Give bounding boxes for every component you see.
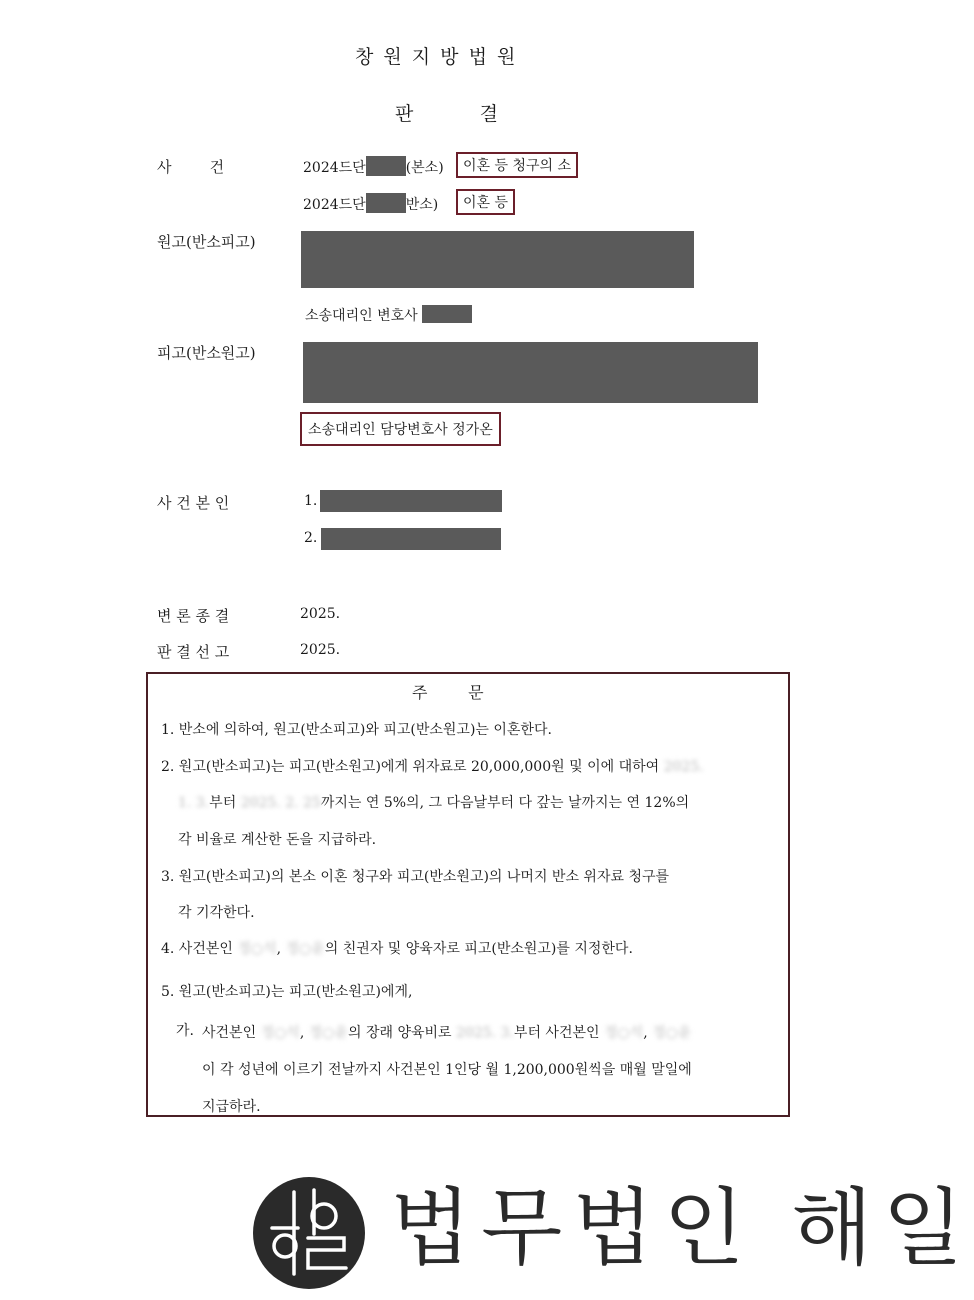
blurred-date: 1. 3. [178,795,210,811]
ruling-text: 사건본인 [202,1025,257,1041]
ruling-text: 2. 원고(반소피고)는 피고(반소원고)에게 위자료로 20,000,000원 및 이에 대하여 [161,759,660,775]
defendant-counsel: 소송대리인 담당변호사 정가온 [300,412,501,446]
principal-1-redaction [320,490,502,512]
ruling-text: , [276,941,282,957]
ruling-text: 까지는 연 5%의, 그 다음날부터 다 갚는 날까지는 연 12%의 [320,795,690,811]
case-label: 사 건 [157,158,225,176]
blurred-name: 정○석 [603,1025,644,1041]
blurred-name: 정○윤 [285,941,325,957]
defendant-redaction [303,342,758,403]
firm-logo-icon [252,1176,366,1290]
hearing-value: 2025. [300,606,341,622]
ruling-item-5a-marker: 가. [176,1023,194,1039]
ruling-item-5a-line3: 지급하라. [202,1099,261,1115]
blurred-name: 정○윤 [652,1025,692,1041]
ruling-box [146,672,790,1117]
ruling-text: , [643,1025,648,1041]
ruling-text: 부터 사건본인 [513,1025,600,1041]
principals-label: 사 건 본 인 [157,494,230,512]
blurred-date: 2025. [663,759,704,775]
judgment-date-value: 2025. [300,642,341,658]
blurred-name: 정○석 [237,941,277,957]
ruling-item-2-line2 [178,792,689,812]
case-number-counter [303,193,438,214]
ruling-text: , [299,1025,305,1041]
firm-name: 법무법인 해일 [390,1179,974,1277]
judgment-date-label: 판 결 선 고 [157,643,230,661]
ruling-item-5: 5. 원고(반소피고)는 피고(반소원고)에게, [161,984,413,1000]
case-suffix: 반소) [405,197,439,213]
ruling-title: 주 문 [412,683,484,702]
plaintiff-redaction [301,231,694,288]
plaintiff-label: 원고(반소피고) [157,233,256,251]
ruling-item-4 [161,938,633,958]
blurred-date: 2025. 3. [456,1025,514,1041]
principal-1-number: 1. [304,493,318,509]
redaction [366,156,406,176]
defendant-label: 피고(반소원고) [157,344,256,362]
ruling-text: 의 장래 양육비로 [348,1025,452,1041]
ruling-text: 4. 사건본인 [161,941,233,957]
ruling-text: 부터 [209,795,237,811]
blurred-name: 정○윤 [308,1025,348,1041]
case-prefix: 2024드단 [303,160,366,176]
ruling-item-2-line3: 각 비율로 계산한 돈을 지급하라. [178,832,377,848]
ruling-item-3-line1: 3. 원고(반소피고)의 본소 이혼 청구와 피고(반소원고)의 나머지 반소 위자료 청구를 [161,869,670,885]
case-number-main [303,156,444,177]
ruling-item-2-line1 [161,756,704,776]
case-prefix: 2024드단 [303,197,366,213]
principal-2-number: 2. [304,530,318,546]
ruling-item-5a-line1 [202,1022,691,1042]
plaintiff-counsel [305,305,472,325]
principal-2-redaction [321,528,501,550]
ruling-item-5a-line2: 이 각 성년에 이르기 전날까지 사건본인 1인당 월 1,200,000원씩을 매월 말일에 [202,1062,692,1078]
ruling-text: 의 친권자 및 양육자로 피고(반소원고)를 지정한다. [324,941,633,957]
hearing-label: 변 론 종 결 [157,607,230,625]
court-name: 창 원 지 방 법 원 [355,46,518,68]
firm-logo [252,1176,366,1290]
ruling-item-3-line2: 각 기각한다. [178,905,255,921]
redaction [422,305,472,323]
case-title-counter: 이혼 등 [456,189,515,215]
case-title-main: 이혼 등 청구의 소 [456,152,578,178]
redaction [366,193,406,213]
plaintiff-counsel-label: 소송대리인 변호사 [305,308,418,324]
ruling-item-1: 1. 반소에 의하여, 원고(반소피고)와 피고(반소원고)는 이혼한다. [161,722,552,738]
case-suffix: (본소) [405,160,444,176]
document-type: 판 결 [395,103,501,125]
blurred-name: 정○석 [260,1025,300,1041]
blurred-date: 2025. 2. 25 [240,795,321,811]
